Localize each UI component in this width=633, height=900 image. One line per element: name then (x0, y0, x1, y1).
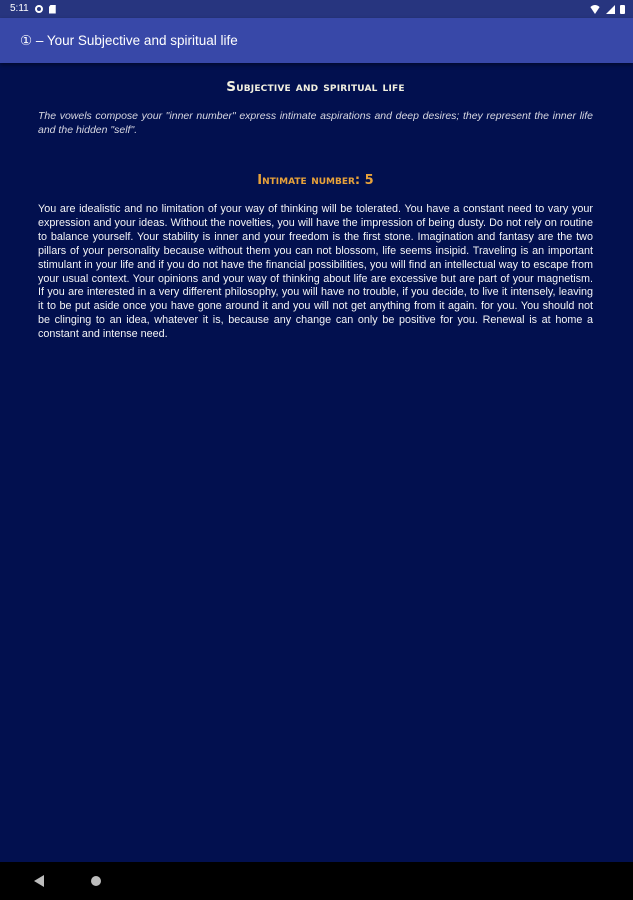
signal-icon (606, 5, 615, 14)
navigation-bar (0, 862, 633, 900)
gear-icon (35, 5, 43, 13)
status-time: 5:11 (10, 3, 29, 14)
wifi-icon (589, 5, 601, 14)
home-icon[interactable] (91, 876, 101, 886)
battery-icon (620, 5, 625, 14)
app-bar-title: ① – Your Subjective and spiritual life (20, 32, 238, 48)
sdcard-icon (49, 5, 56, 14)
description-text: You are idealistic and no limitation of your way of thinking will be tolerated. You have a constant need to vary your expression and your ideas. Without the novelties, you will have the impression of being dusty. Do not rely on routine to balance yourself. Your stability is inner and your freedom is the first stone. Imagination and fantasy are the two pillars of your personality because without them you can not blossom, life seems insipid. Traveling is an important stimulant in your life and if you do not have the financial possibilities, you will find an intellectual way to escape from your usual context. Your opinions and your way of thinking about life are excessive but are part of your magnetism. If you are interested in a very different philosophy, you will have no trouble, if you decide, to live it intensely, leaving it to be put aside once you have gone around it and you will not get anything from it again. for you. You should not be clinging to an idea, whatever it is, because any change can only be positive for you. Renewal is at home a constant and intense need. (38, 203, 593, 341)
main-content[interactable] (38, 63, 593, 342)
status-bar (0, 0, 633, 18)
status-right (589, 0, 625, 18)
back-icon[interactable] (34, 875, 44, 887)
intimate-number-title: Intimate number: 5 (257, 173, 374, 188)
status-left (10, 0, 56, 18)
section-title: Subjective and spiritual life (226, 79, 405, 95)
intro-text: The vowels compose your "inner number" express intimate aspirations and deep desires; they represent the inner life and the hidden "self". (38, 110, 593, 136)
app-bar (0, 18, 633, 63)
